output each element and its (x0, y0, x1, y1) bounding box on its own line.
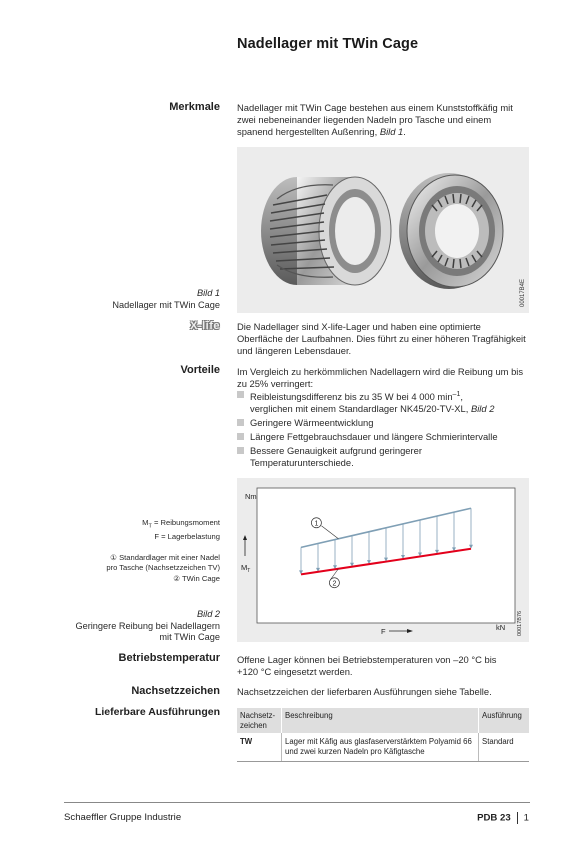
bild2-label: Bild 2 (197, 609, 220, 619)
chart-x-arrowhead (407, 629, 413, 633)
bild2-code: 00017B76 (517, 610, 523, 636)
footer-divider (64, 802, 530, 803)
betrieb-heading: Betriebstemperatur (118, 652, 220, 664)
bullet-square-icon (237, 419, 244, 426)
merkmale-text-main: Nadellager mit TWin Cage bestehen aus einem Kunststoffkäfig mit zwei nebeneinander liegenden Nadeln pro Tasche und einem spanend hergestellten Außenring, (237, 102, 513, 138)
footer-page-number: 1 (523, 812, 529, 824)
footer-company: Schaeffler Gruppe Industrie (64, 812, 182, 823)
bearing-illustration (237, 147, 529, 313)
bild2-caption-line2: mit TWin Cage (159, 632, 220, 642)
chart-ylabel: Nm (245, 492, 257, 501)
xlife-text: Die Nadellager sind X-life-Lager und haben eine optimierte Oberfläche der Laufbahnen. Dies führt zu einer höheren Tragfähigkeit und längeren Lebensdauer. (237, 321, 526, 357)
legend-item1-line2: pro Tasche (Nachsetzzeichen TV) (106, 563, 220, 573)
bearing-right-icon (399, 173, 503, 289)
legend-f: F = Lagerbelastung (154, 532, 220, 542)
bullet-square-icon (237, 391, 244, 398)
bild1-caption (112, 288, 220, 311)
chart-xunit: kN (496, 623, 506, 632)
table-cell: TW (237, 733, 282, 762)
footer-doc: PDB 23 (477, 812, 511, 824)
bullet-square-icon (237, 433, 244, 440)
list-item: Reibleistungsdifferenz bis zu 35 W bei 4 000 $\min^{-1}$, verglichen mit einem Standardlager NK45/20-TV-XL, Bild 2 (237, 389, 527, 415)
merkmale-text (237, 102, 527, 139)
merkmale-text-end: . (403, 126, 406, 138)
legend-mt: $M_T$ = Reibungsmoment (142, 518, 220, 530)
xlife-logo: X-life (190, 320, 220, 332)
friction-chart (237, 478, 529, 642)
list-item: Bessere Genauigkeit aufgrund geringerer Temperaturunterschiede. (237, 445, 500, 469)
footer-page-info (477, 812, 529, 824)
series-callout-label: 2 (332, 580, 337, 588)
nachsetz-text: Nachsetzzeichen der lieferbaren Ausführungen siehe Tabelle. (237, 686, 492, 697)
table-cell: Lager mit Käfig aus glasfaserverstärktem Polyamid 66 und zwei kurzen Nadeln pro Käfigtasche (282, 733, 479, 762)
vorteile-heading: Vorteile (180, 364, 220, 376)
merkmale-bild-ref: Bild 1 (379, 126, 404, 138)
footer-separator (517, 812, 518, 824)
table-row (237, 733, 529, 762)
legend-item1: ① Standardlager mit einer Nadel (110, 552, 220, 562)
lieferbar-table (237, 708, 529, 762)
legend-item2: ② TWin Cage (173, 573, 220, 583)
bild2-legend (106, 518, 220, 584)
list-item: Längere Fettgebrauchsdauer und längere Schmierintervalle (237, 431, 527, 443)
bild1-code: 00017B4E (520, 278, 526, 307)
lieferbar-heading: Lieferbare Ausführungen (94, 706, 220, 718)
table-header-cell: Beschreibung (282, 708, 479, 733)
vorteile-intro: Im Vergleich zu herkömmlichen Nadellagern wird die Reibung um bis zu 25% verringert: (237, 366, 524, 390)
bild2-caption-line1: Geringere Reibung bei Nadellagern (75, 620, 220, 631)
merkmale-heading: Merkmale (169, 101, 220, 113)
series-callout-label: 1 (314, 520, 319, 528)
bild1-caption-text: Nadellager mit TWin Cage (112, 299, 220, 310)
list-item: Geringere Wärmeentwicklung (237, 417, 527, 429)
bild1-label: Bild 1 (197, 288, 220, 298)
table-cell: Standard (479, 733, 530, 762)
table-header-row (237, 708, 529, 733)
chart-y-arrowhead (243, 535, 247, 540)
bild2-figure (237, 478, 529, 642)
bild2-caption (75, 609, 220, 644)
nachsetz-heading: Nachsetzzeichen (131, 685, 220, 697)
bild1-figure (237, 147, 529, 313)
betrieb-text: Offene Lager können bei Betriebstemperaturen von –20 °C bis +120 °C eingesetzt werden. (237, 654, 497, 678)
table-header-cell: Ausführung (479, 708, 530, 733)
vorteile-list (237, 389, 527, 471)
page-title: Nadellager mit TWin Cage (237, 36, 419, 52)
bullet-square-icon (237, 447, 244, 454)
chart-x-symbol: F (381, 627, 386, 636)
chart-y-symbol: $M_T$ (241, 563, 251, 574)
table-header-cell: Nachsetz- zeichen (237, 708, 282, 733)
bearing-left-icon (261, 177, 391, 285)
